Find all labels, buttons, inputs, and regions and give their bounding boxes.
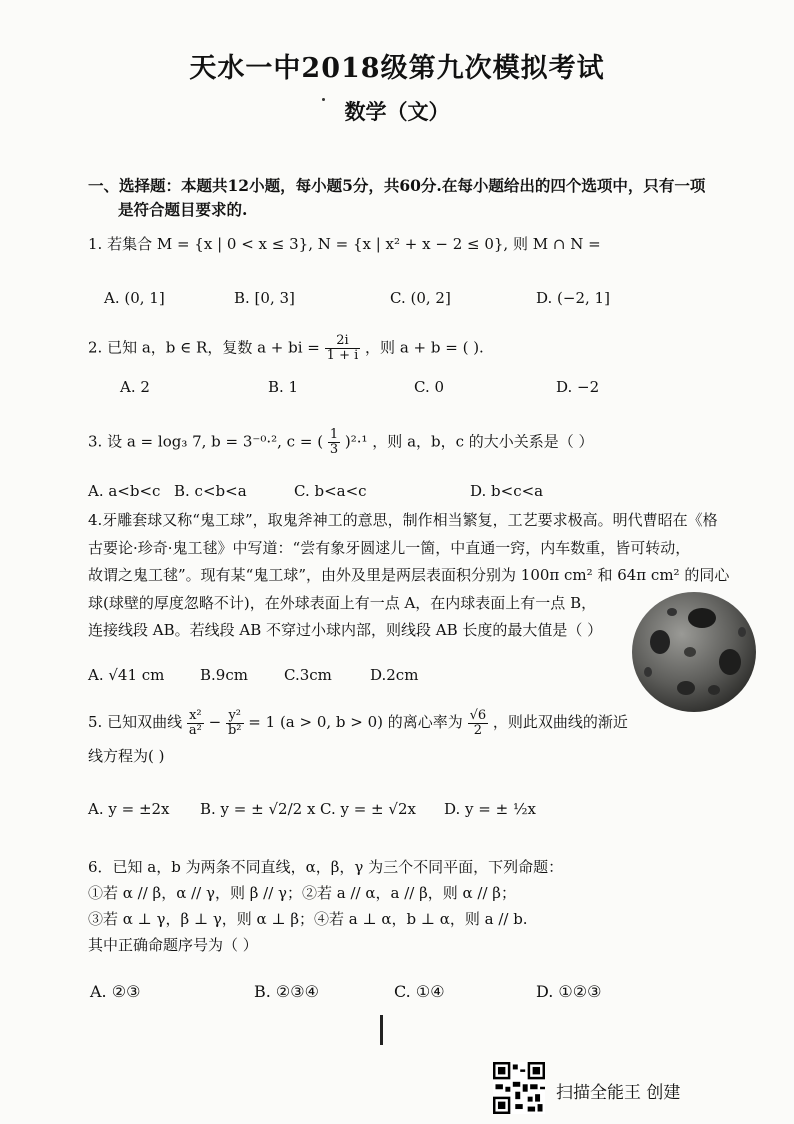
q6-option-d: D. ①②③ — [536, 982, 602, 1001]
q3-den: 3 — [329, 442, 339, 457]
section-heading-line2: 是符合题目要求的. — [118, 200, 248, 219]
q2-fraction — [325, 334, 361, 363]
q5-frac-y — [226, 709, 244, 738]
q5-option-d: D. y = ± ½x — [444, 800, 536, 818]
q4-option-d: D.2cm — [370, 666, 419, 684]
q6-line-2: ①若 α // β，α // γ，则 β // γ；②若 a // α，a // β，则 α // β； — [88, 884, 516, 902]
q4-option-a: A. √41 cm — [88, 666, 165, 684]
q5-f2n: y² — [226, 709, 244, 724]
q5-option-a: A. y = ±2x — [88, 800, 170, 818]
q6-line-3: ③若 α ⊥ γ，β ⊥ γ，则 α ⊥ β；④若 a ⊥ α，b ⊥ α，则 a // b. — [88, 910, 528, 928]
q3-option-a: A. a<b<c — [88, 482, 161, 500]
q3-option-d: D. b<c<a — [470, 482, 544, 500]
q5-option-c: C. y = ± √2x — [320, 800, 416, 818]
q6-option-a: A. ②③ — [90, 982, 141, 1001]
q2-stem-a: 2. 已知 a，b ∈ R，复数 a + bi = — [88, 338, 320, 357]
section-heading — [88, 174, 768, 222]
q6-line-1: 6．已知 a，b 为两条不同直线，α，β，γ 为三个不同平面，下列命题： — [88, 858, 564, 876]
q5-stem-c: ，则此双曲线的渐近 — [492, 713, 628, 731]
question-5-stem — [88, 705, 628, 739]
q3-stem-b: )²·¹ ，则 a，b，c 的大小关系是（ ） — [344, 432, 594, 451]
q4-line-1: 4.牙雕套球又称“鬼工球”，取鬼斧神工的意思，制作相当繁复，工艺要求极高。明代曹昭在《格 — [88, 511, 718, 529]
q5-stem-b: = 1 (a > 0, b > 0) 的离心率为 — [248, 713, 463, 731]
q1-option-d: D. (−2, 1] — [536, 289, 610, 307]
q2-stem-b: ，则 a + b = ( ). — [365, 338, 484, 357]
q5-f1d: a² — [188, 722, 202, 738]
q4-option-c: C.3cm — [284, 666, 332, 684]
question-5-line2: 线方程为( ) — [88, 747, 165, 765]
question-5-options — [88, 800, 768, 822]
q1-option-c: C. (0, 2] — [390, 289, 451, 307]
q6-option-c: C. ①④ — [394, 982, 445, 1001]
page-title: 天水一中2018级第九次模拟考试 — [189, 53, 605, 84]
q5-frac-e — [468, 709, 489, 738]
q5-frac-x — [187, 709, 204, 738]
question-1-stem: 1. 若集合 M = {x | 0 < x ≤ 3}, N = {x | x² + x − 2 ≤ 0}, 则 M ∩ N = — [88, 235, 601, 253]
ghost-ball-image — [630, 590, 758, 714]
q4-option-b: B.9cm — [200, 666, 248, 684]
q4-line-2: 古要论·珍奇·鬼工毬》中写道：“尝有象牙圆逑儿一箇，中直通一窍，内车数重，皆可转动， — [88, 538, 691, 557]
q5-f1n: x² — [187, 709, 204, 724]
q2-option-c: C. 0 — [414, 378, 445, 396]
question-1-options — [88, 289, 768, 311]
question-3-options — [88, 482, 768, 504]
q2-option-a: A. 2 — [120, 378, 150, 396]
q2-option-b: B. 1 — [268, 378, 299, 396]
page-mark — [380, 1015, 383, 1045]
section-heading-line1: 一、选择题：本题共12小题，每小题5分，共60分.在每小题给出的四个选项中，只有一项 — [88, 176, 706, 195]
question-6-stem — [88, 854, 778, 958]
question-2-options — [88, 378, 768, 400]
q6-line-4: 其中正确命题序号为（ ） — [88, 936, 258, 954]
q1-option-b: B. [0, 3] — [234, 289, 295, 307]
question-6-options — [88, 982, 768, 1004]
question-3-stem — [88, 428, 594, 457]
q4-line-5: 连接线段 AB。若线段 AB 不穿过小球内部，则线段 AB 长度的最大值是（ ） — [88, 621, 603, 639]
q3-option-c: C. b<a<c — [294, 482, 367, 500]
q5-f3n: √6 — [469, 707, 487, 723]
scanner-watermark: 扫描全能王 创建 — [556, 1083, 681, 1103]
q5-minus: − — [208, 713, 226, 731]
q1-option-a: A. (0, 1] — [104, 289, 165, 307]
q3-stem-a: 3. 设 a = log₃ 7, b = 3⁻⁰·², c = ( — [88, 432, 324, 451]
q4-line-4: 球(球壁的厚度忽略不计)，在外球表面上有一点 A，在内球表面上有一点 B， — [88, 593, 597, 612]
q4-line-3: 故谓之鬼工毬”。现有某“鬼工球”，由外及里是两层表面积分别为 100π cm² 和 64π cm² 的同心 — [88, 566, 730, 584]
q6-option-b: B. ②③④ — [254, 982, 319, 1001]
question-2-stem — [88, 334, 484, 363]
q5-option-b: B. y = ± √2/2 x — [200, 800, 316, 818]
q5-stem-a: 5. 已知双曲线 — [88, 713, 183, 731]
q5-f2d: b² — [227, 722, 242, 738]
q5-f3d: 2 — [473, 722, 482, 738]
q2-num: 2i — [325, 334, 361, 349]
qr-code-icon — [493, 1062, 545, 1114]
q2-option-d: D. −2 — [556, 378, 600, 396]
q3-num: 1 — [329, 427, 339, 442]
q3-fraction — [328, 428, 340, 457]
q3-option-b: B. c<b<a — [174, 482, 247, 500]
q2-den: 1 + i — [326, 348, 359, 363]
page-subtitle: 数学（文） — [344, 99, 450, 124]
